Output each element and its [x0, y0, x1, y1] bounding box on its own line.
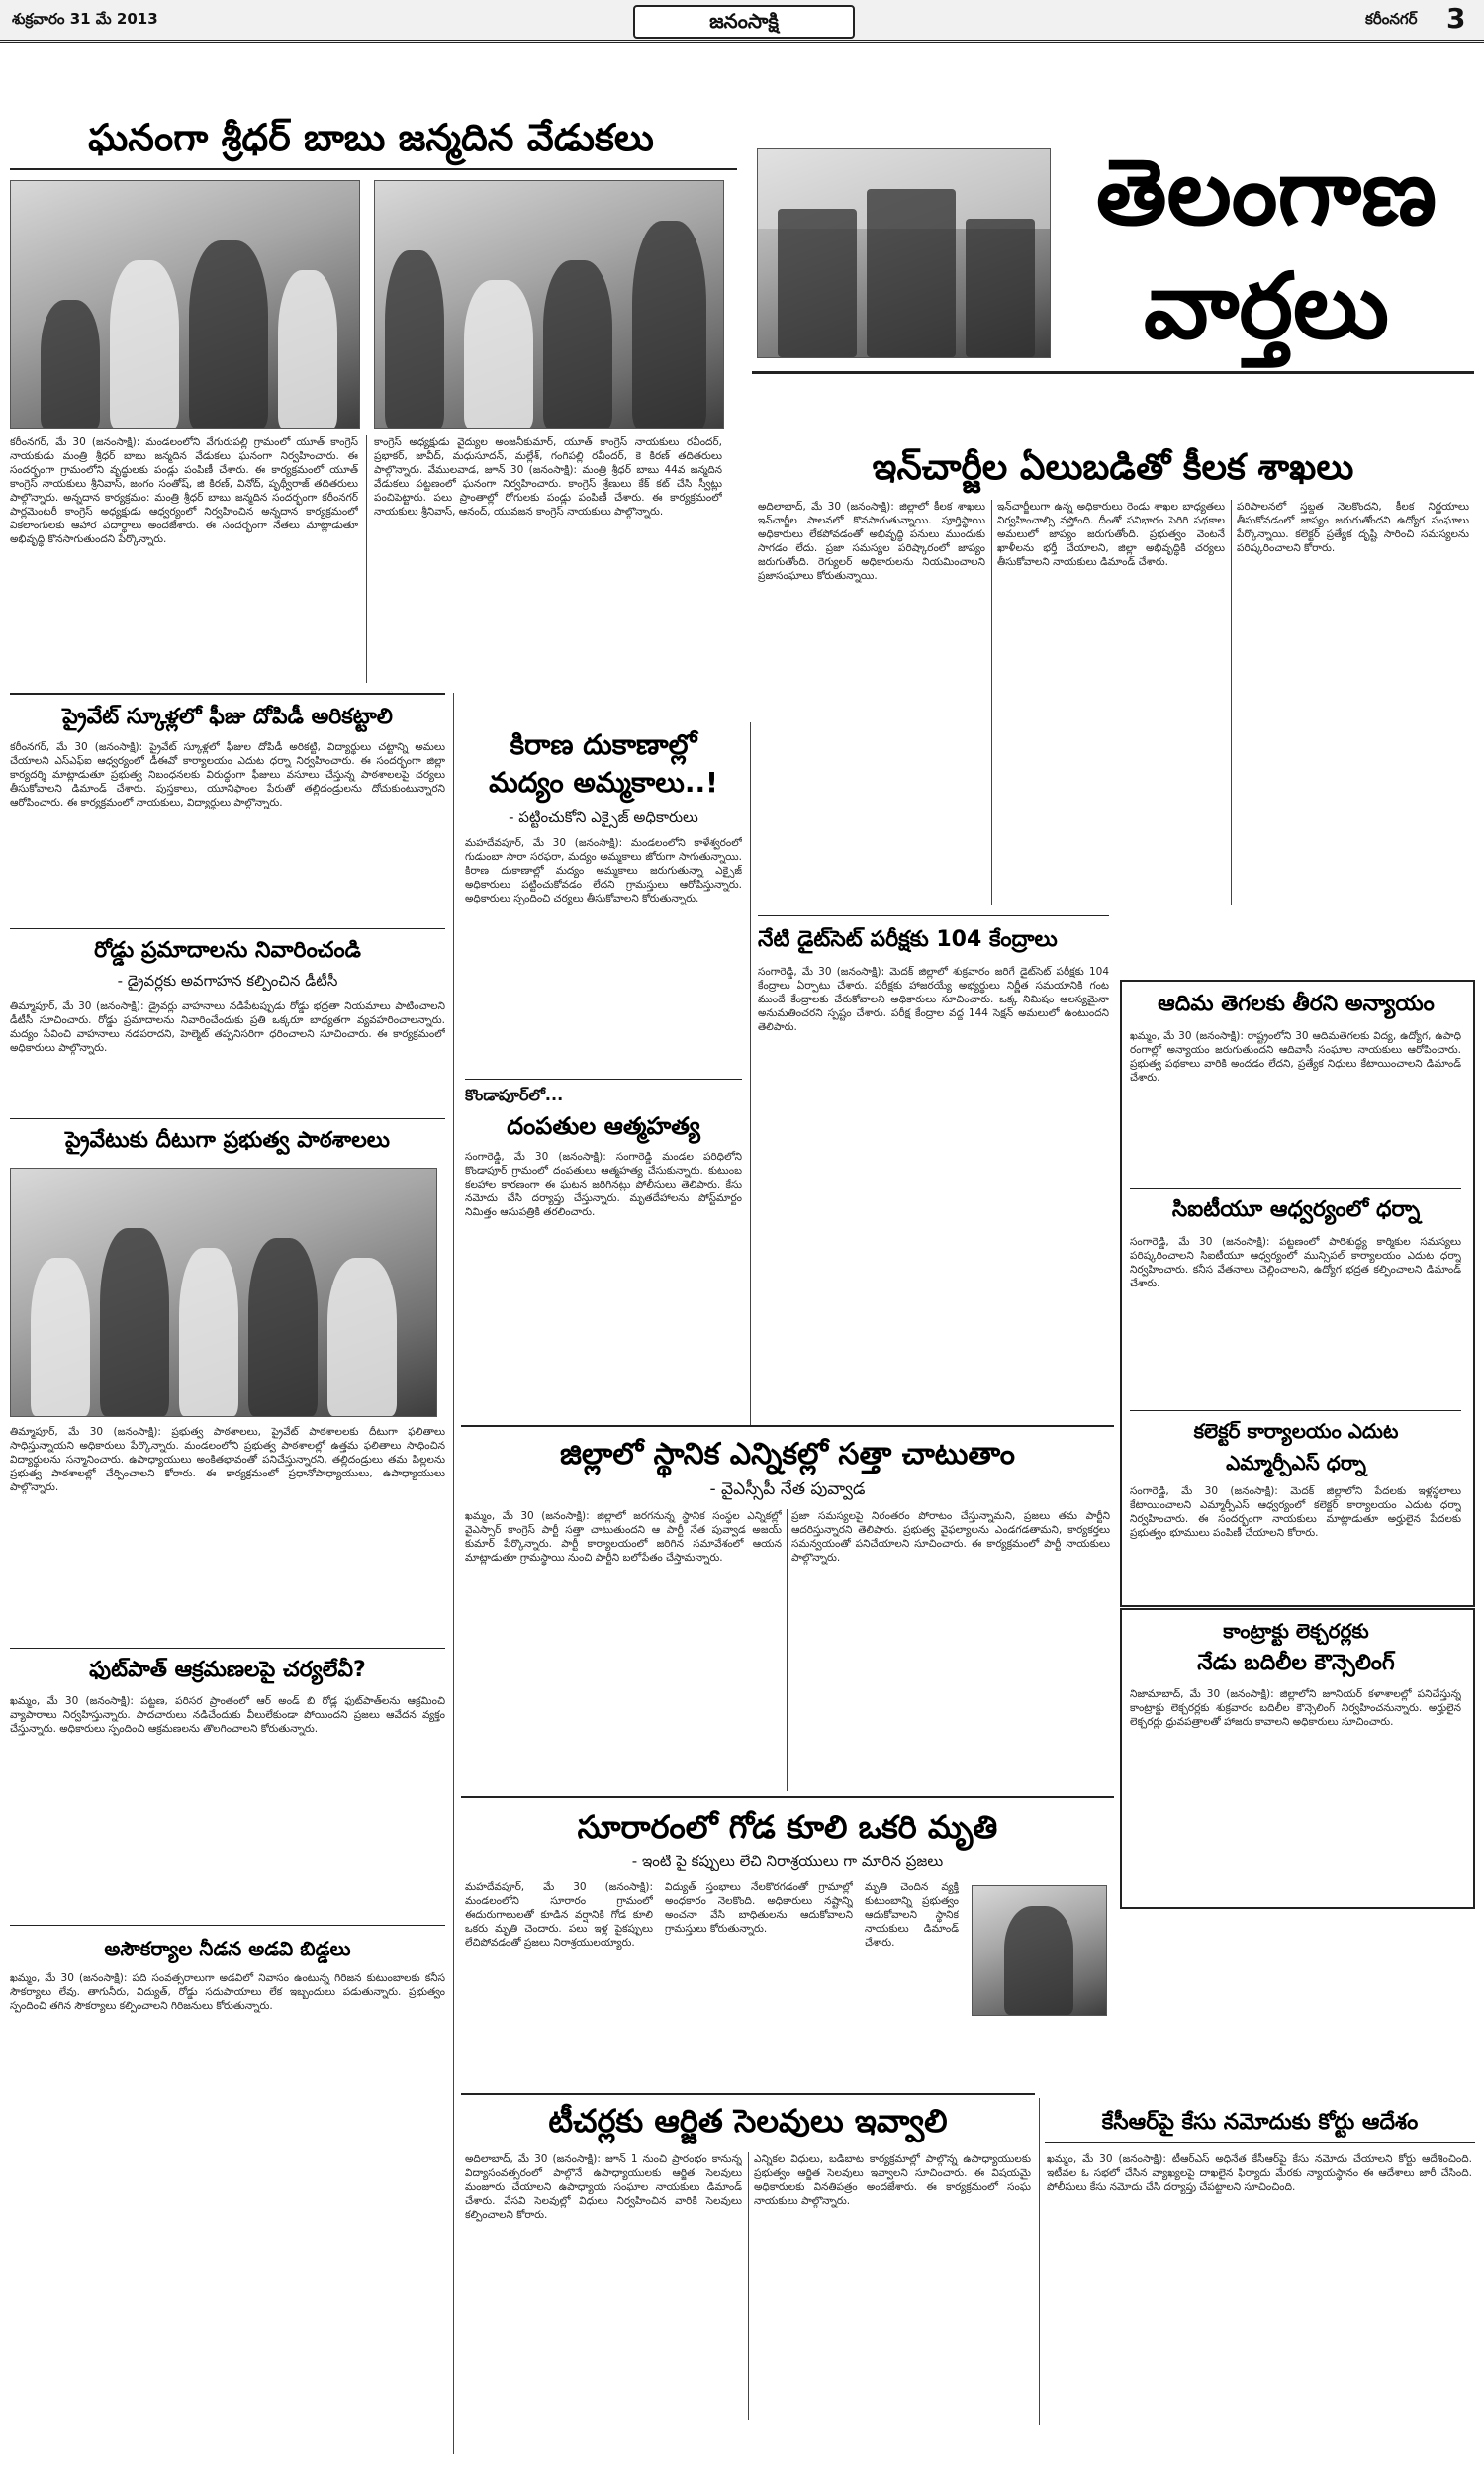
atrocity-body: ఖమ్మం, మే 30 (జనంసాక్షి): రాష్ట్రంలోని 30 ఆదిమతెగలకు విద్య, ఉద్యోగ, ఉపాధి రంగాల్లో అన్యాయం జరుగుతుందని ఆదివాసీ సంఘాల నాయకులు ఆరోపించారు. ప్రభుత్వ పథకాలు వారికి అందడం లేదని, ప్రత్యేక నిధులు కేటాయించాలని డిమాండ్ చేశారు.: [1130, 1030, 1461, 1084]
incharge-body-col3: పరిపాలనలో స్తబ్దత నెలకొందని, కీలక నిర్ణయాలు తీసుకోవడంలో జాప్యం జరుగుతోందని ఉద్యోగ సంఘాలు పేర్కొన్నాయి. కలెక్టర్ ప్రత్యేక దృష్టి సారించి సమస్యలను పరిష్కరించాలని కోరారు.: [1237, 501, 1469, 554]
divider: [1130, 1188, 1461, 1189]
subhead-road-accidents: - డ్రైవర్లకు అవగాహన కల్పించిన డీటీసీ: [117, 972, 338, 990]
kicker-kondapur: కొండాపూర్‌లో...: [465, 1086, 564, 1104]
photo-fort-ruins: [757, 148, 1051, 358]
page-number: 3: [1446, 2, 1466, 35]
divider: [461, 1425, 1114, 1427]
headline-lecturers-1: కాంట్రాక్టు లెక్చరర్లకు: [1223, 1619, 1369, 1643]
private-schools-body: కరీంనగర్, మే 30 (జనంసాక్షి): ప్రైవేట్ స్కూళ్లలో ఫీజుల దోపిడీ అరికట్టి, విద్యార్థులు చట్టాన్ని అమలు చేయాలని ఎస్ఎఫ్ఐ ఆధ్వర్యంలో డీఈవో కార్యాలయం ఎదుట ధర్నా నిర్వహించారు. ఈ సందర్భంగా జిల్లా కార్యదర్శి మాట్లాడుతూ ప్రభుత్వ నిబంధనలకు విరుద్ధంగా ఫీజులు వసూలు చేస్తున్న పాఠశాలలపై చర్యలు తీసుకోవాలని డిమాండ్ చేశారు. పుస్తకాలు, యూనిఫాంల పేరుతో తల్లిదండ్రులను దోచుకుంటున్నారని ఆరోపించారు. ఈ కార్యక్రమంలో నాయకులు, విద్యార్థులు పాల్గొన్నారు.: [10, 741, 445, 809]
incharge-body-col1: అదిలాబాద్, మే 30 (జనంసాక్షి): జిల్లాలో కీలక శాఖలు ఇన్‌చార్జీల పాలనలో కొనసాగుతున్నాయి. పూర్తిస్థాయి అధికారులు లేకపోవడంతో అభివృద్ధి పనులు ముందుకు సాగడం లేదు. ప్రజా సమస్యల పరిష్కారంలో జాప్యం జరుగుతోంది. రెగ్యులర్ అధికారులను నియమించాలని ప్రజాసంఘాలు కోరుతున్నాయి.: [758, 501, 985, 582]
subhead-kirana: - పట్టించుకోని ఎక్సైజ్ అధికారులు: [509, 809, 698, 826]
mrps-body: సంగారెడ్డి, మే 30 (జనంసాక్షి): మెదక్ జిల్లాలోని పేదలకు ఇళ్లస్థలాలు కేటాయించాలని ఎమ్మార్పీఎస్ ఆధ్వర్యంలో కలెక్టర్ కార్యాలయం ఎదుట ధర్నా నిర్వహించారు. ఈ సందర్భంగా నాయకులు మాట్లాడుతూ అర్హులైన పేదలకు ప్రభుత్వం భూములు పంపిణీ చేయాలని కోరారు.: [1130, 1485, 1461, 1539]
headline-forest-kids: అసౌకర్యాల నీడన అడవి బిడ్డలు: [104, 1937, 351, 1960]
headline-citu: సిఐటీయూ ఆధ్వర్యంలో ధర్నా: [1171, 1197, 1421, 1222]
divider: [461, 1796, 1114, 1798]
column-divider: [748, 2152, 749, 2420]
column-divider: [453, 693, 454, 2454]
column-divider: [787, 1509, 788, 1791]
headline-kirana-2: మద్యం అమ్మకాలు..!: [489, 766, 718, 799]
subhead-elections: - వైఎస్సీపీ నేత పువ్వాడ: [709, 1479, 866, 1499]
column-divider: [366, 435, 367, 683]
elections-body-col1: ఖమ్మం, మే 30 (జనంసాక్షి): జిల్లాలో జరగనున్న స్థానిక సంస్థల ఎన్నికల్లో వైఎస్సార్ కాంగ్రెస్ పార్టీ సత్తా చాటుతుందని ఆ పార్టీ నేత పువ్వాడ అజయ్ కుమార్ పేర్కొన్నారు. పార్టీ కార్యాలయంలో జరిగిన సమావేశంలో ఆయన మాట్లాడుతూ గ్రామస్థాయి నుంచి పార్టీని బలోపేతం చేస్తామన్నారు.: [465, 1510, 782, 1564]
section-title-varthalu: వార్తలు: [1143, 253, 1390, 359]
kirana-body: మహదేవపూర్, మే 30 (జనంసాక్షి): మండలంలోని కాళేశ్వరంలో గుడుంబా సారా సరఫరా, మద్యం అమ్మకాలు జోరుగా సాగుతున్నాయి. కిరాణ దుకాణాల్లో మద్యం అమ్మకాలు జరుగుతున్నా ఎక్సైజ్ అధికారులు పట్టించుకోవడం లేదని గ్రామస్తులు ఆరోపిస్తున్నారు. అధికారులు స్పందించి చర్యలు తీసుకోవాలని కోరుతున్నారు.: [465, 837, 742, 904]
headline-govt-schools: ప్రైవేటుకు దీటుగా ప్రభుత్వ పాఠశాలలు: [64, 1128, 391, 1153]
divider: [10, 928, 445, 929]
lecturers-body: నిజామాబాద్, మే 30 (జనంసాక్షి): జిల్లాలోని జూనియర్ కళాశాలల్లో పనిచేస్తున్న కాంట్రాక్టు లెక్చరర్లకు శుక్రవారం బదిలీల కౌన్సెలింగ్ నిర్వహించనున్నారు. అర్హులైన లెక్చరర్లు ధ్రువపత్రాలతో హాజరు కావాలని అధికారులు సూచించారు.: [1130, 1688, 1461, 1728]
citu-body: సంగారెడ్డి, మే 30 (జనంసాక్షి): పట్టణంలో పారిశుద్ధ్య కార్మికుల సమస్యలు పరిష్కరించాలని సిఐటీయూ ఆధ్వర్యంలో మున్సిపల్ కార్యాలయం ఎదుట ధర్నా నిర్వహించారు. కనీస వేతనాలు చెల్లించాలని, ఉద్యోగ భద్రత కల్పించాలని డిమాండ్ చేశారు.: [1130, 1236, 1461, 1289]
kcr-body: ఖమ్మం, మే 30 (జనంసాక్షి): టీఆర్ఎస్ అధినేత కేసీఆర్‌పై కేసు నమోదు చేయాలని కోర్టు ఆదేశించింది. ఇటీవల ఓ సభలో చేసిన వ్యాఖ్యలపై దాఖలైన ఫిర్యాదు మేరకు న్యాయస్థానం ఈ ఆదేశాలు జారీ చేసింది. పోలీసులు కేసు నమోదు చేసి దర్యాప్తు చేపట్టాలని సూచించింది.: [1047, 2153, 1472, 2193]
road-accidents-body: తిమ్మాపూర్, మే 30 (జనంసాక్షి): డ్రైవర్లు వాహనాలు నడిపేటప్పుడు రోడ్డు భద్రతా నియమాలు పాటించాలని డీటీసీ సూచించారు. రోడ్డు ప్రమాదాలను నివారించేందుకు ప్రతి ఒక్కరూ బాధ్యతగా వ్యవహరించాలన్నారు. మద్యం సేవించి వాహనాలు నడపరాదని, హెల్మెట్ తప్పనిసరిగా ధరించాలని సూచించారు. ఈ కార్యక్రమంలో అధికారులు పాల్గొన్నారు.: [10, 1000, 445, 1054]
masthead: [0, 0, 1484, 43]
brand-name: జనంసాక్షి: [709, 9, 779, 33]
column-divider: [1231, 500, 1232, 905]
divider: [10, 1925, 445, 1926]
kondapur-body: సంగారెడ్డి, మే 30 (జనంసాక్షి): సంగారెడ్డి మండల పరిధిలోని కొండాపూర్ గ్రామంలో దంపతులు ఆత్మహత్య చేసుకున్నారు. కుటుంబ కలహాల కారణంగా ఈ ఘటన జరిగినట్లు పోలీసులు తెలిపారు. కేసు నమోదు చేసి దర్యాప్తు చేస్తున్నారు. మృతదేహాలను పోస్ట్‌మార్టం నిమిత్తం ఆసుపత్రికి తరలించారు.: [465, 1151, 742, 1218]
subhead-wall-collapse: - ఇంటి పై కప్పులు లేచి నిరాశ్రయులు గా మారిన ప్రజలు: [631, 1853, 944, 1870]
wall-body-col1: మహదేవపూర్, మే 30 (జనంసాక్షి): మండలంలోని సూరారం గ్రామంలో ఈదురుగాలులతో కూడిన వర్షానికి గోడ కూలి ఒకరు మృతి చెందారు. పలు ఇళ్ల పైకప్పులు లేచిపోవడంతో ప్రజలు నిరాశ్రయులయ్యారు.: [465, 1881, 653, 1949]
photo-deceased-portrait: [972, 1885, 1107, 2016]
teachers-body-col2: ఎన్నికల విధులు, బడిబాట కార్యక్రమాల్లో పాల్గొన్న ఉపాధ్యాయులకు ప్రభుత్వం ఆర్జిత సెలవులు ఇవ్వాలని సూచించారు. ఈ విషయమై అధికారులకు వినతిపత్రం అందజేశారు. ఈ కార్యక్రమంలో సంఘ నాయకులు పాల్గొన్నారు.: [754, 2153, 1031, 2207]
footpath-body: ఖమ్మం, మే 30 (జనంసాక్షి): పట్టణ, పరిసర ప్రాంతంలో ఆర్ అండ్ బి రోడ్ల ఫుట్‌పాత్‌లను ఆక్రమించి వ్యాపారాలు నిర్వహిస్తున్నారు. పాదచారులు నడిచేందుకు వీలులేకుండా పోయిందని ప్రజలు ఆవేదన వ్యక్తం చేస్తున్నారు. అధికారులు స్పందించి ఆక్రమణలను తొలగించాలని కోరుతున్నారు.: [10, 1695, 445, 1735]
govt-schools-body: తిమ్మాపూర్, మే 30 (జనంసాక్షి): ప్రభుత్వ పాఠశాలలు, ప్రైవేట్ పాఠశాలలకు దీటుగా ఫలితాలు సాధిస్తున్నాయని అధికారులు పేర్కొన్నారు. మండలంలోని ప్రభుత్వ పాఠశాలల్లో ఉత్తమ ఫలితాలు సాధించిన విద్యార్థులను సన్మానించారు. ఉపాధ్యాయులు అంకితభావంతో పనిచేస్తున్నారని, తల్లిదండ్రులు తమ పిల్లలను ప్రభుత్వ పాఠశాలల్లో చేర్పించాలని కోరారు. ఈ కార్యక్రమంలో ప్రధానోపాధ్యాయులు, ఉపాధ్యాయులు పాల్గొన్నారు.: [10, 1426, 445, 1493]
dietcet-body: సంగారెడ్డి, మే 30 (జనంసాక్షి): మెదక్ జిల్లాలో శుక్రవారం జరిగే డైట్‌సెట్ పరీక్షకు 104 కేంద్రాలు ఏర్పాటు చేశారు. పరీక్షకు హాజరయ్యే అభ్యర్థులు నిర్ణీత సమయానికి గంట ముందే కేంద్రాలకు చేరుకోవాలని అధికారులు సూచించారు. ఒక్క నిమిషం ఆలస్యమైనా అనుమతించరని స్పష్టం చేశారు. పరీక్ష కేంద్రాల వద్ద 144 సెక్షన్ అమలులో ఉంటుందని తెలిపారు.: [758, 966, 1109, 1033]
teachers-body-col1: అదిలాబాద్, మే 30 (జనంసాక్షి): జూన్ 1 నుంచి ప్రారంభం కానున్న విద్యాసంవత్సరంలో పాల్గొనే ఉపాధ్యాయులకు ఆర్జిత సెలవులు మంజూరు చేయాలని ఉపాధ్యాయ సంఘాల నాయకులు డిమాండ్ చేశారు. వేసవి సెలవుల్లో విధులు నిర్వహించిన వారికి సెలవులు కల్పించాలని కోరారు.: [465, 2153, 742, 2221]
divider: [10, 168, 737, 170]
headline-mrps-2: ఎమ్మార్పీఎస్ ధర్నా: [1226, 1451, 1366, 1475]
photo-felicitation: [10, 1168, 437, 1417]
headline-kirana-1: కిరాణ దుకాణాల్లో: [510, 728, 697, 761]
photo-birthday-celebration-1: [10, 180, 360, 429]
forest-kids-body: ఖమ్మం, మే 30 (జనంసాక్షి): పది సంవత్సరాలుగా అడవిలో నివాసం ఉంటున్న గిరిజన కుటుంబాలకు కనీస సౌకర్యాలు లేవు. తాగునీరు, విద్యుత్, రోడ్డు సదుపాయాలు లేక ఇబ్బందులు పడుతున్నారు. ప్రభుత్వం స్పందించి తగిన సౌకర్యాలు కల్పించాలని గిరిజనులు కోరుతున్నారు.: [10, 1972, 445, 2012]
headline-kondapur: దంపతుల ఆత్మహత్య: [507, 1112, 700, 1140]
edition-city: కరీంనగర్: [1365, 10, 1418, 28]
divider: [1045, 2142, 1475, 2143]
headline-kcr: కేసీఆర్‌పై కేసు నమోదుకు కోర్టు ఆదేశం: [1101, 2110, 1419, 2135]
headline-elections: జిల్లాలో స్థానిక ఎన్నికల్లో సత్తా చాటుతాం: [559, 1437, 1015, 1472]
incharge-body-col2: ఇన్‌చార్జీలుగా ఉన్న అధికారులు రెండు శాఖల బాధ్యతలు నిర్వహించాల్సి వస్తోంది. దీంతో పనిభారం పెరిగి పథకాల అమలులో జాప్యం జరుగుతోంది. ప్రభుత్వం వెంటనే ఖాళీలను భర్తీ చేయాలని, జిల్లా అభివృద్ధికి చర్యలు తీసుకోవాలని నాయకులు డిమాండ్ చేశారు.: [997, 501, 1225, 568]
headline-teachers: టీచర్లకు ఆర్జిత సెలవులు ఇవ్వాలి: [548, 2102, 948, 2140]
headline-wall-collapse: సూరారంలో గోడ కూలి ఒకరి మృతి: [577, 1808, 998, 1846]
divider: [752, 371, 1474, 374]
column-divider: [1039, 2098, 1040, 2425]
divider: [10, 1118, 445, 1119]
section-title-telangana: తెలంగాణ: [1095, 140, 1438, 245]
sridhar-body-col1: కరీంనగర్, మే 30 (జనంసాక్షి): మండలంలోని వేగురుపల్లి గ్రామంలో యూత్ కాంగ్రెస్ నాయకుడు మంత్రి శ్రీధర్ బాబు జన్మదిన వేడుకలు ఘనంగా నిర్వహించారు. ఈ సందర్భంగా గ్రామంలోని వృద్ధులకు పండ్లు పంపిణీ చేశారు. ఈ కార్యక్రమంలో యూత్ కాంగ్రెస్ నాయకులు శ్రీనివాస్, జంగం సంతోష్, జి కిరణ్, వినోద్, పృథ్వీరాజ్ తదితరులు పాల్గొన్నారు. అన్నదాన కార్యక్రమం: మంత్రి శ్రీధర్ బాబు జన్మదిన సందర్భంగా కరీంనగర్ పార్లమెంటరీ కాంగ్రెస్ అధ్యక్షుడు ఆధ్వర్యంలో నిర్వహించిన అన్నదాన కార్యక్రమంలో వికలాంగులకు ఆహార పదార్థాలు అందజేశారు. ఈ సందర్భంగా నేతలు మాట్లాడుతూ అభివృద్ధి కొనసాగుతుందని పేర్కొన్నారు.: [10, 436, 358, 545]
headline-footpath: ఫుట్‌పాత్ ఆక్రమణలపై చర్యలేవీ?: [89, 1658, 366, 1682]
headline-private-schools: ప్రైవేట్ స్కూళ్లలో ఫీజు దోపిడీ అరికట్టాలి: [62, 705, 393, 729]
headline-lecturers-2: నేడు బదిలీల కౌన్సెలింగ్: [1197, 1651, 1395, 1675]
divider: [1130, 1410, 1461, 1411]
brand-logo: [633, 5, 855, 39]
divider: [465, 1079, 742, 1080]
sridhar-body-col2: కాంగ్రెస్ అధ్యక్షుడు వైద్యుల అంజనీకుమార్, యూత్ కాంగ్రెస్ నాయకులు రవీందర్, ప్రభాకర్, జావీద్, మధుసూదన్, మల్లేశ్, గంగిపల్లి రవీందర్, కె కిరణ్ తదితరులు పాల్గొన్నారు. వేములవాడ, జూన్ 30 (జనంసాక్షి): మంత్రి శ్రీధర్ బాబు 44వ జన్మదిన వేడుకలు పట్టణంలో ఘనంగా నిర్వహించారు. కాంగ్రెస్ శ్రేణులు కేక్ కట్ చేసి స్వీట్లు పంచిపెట్టారు. పలు ప్రాంతాల్లో రోగులకు పండ్లు పంపిణీ చేశారు. ఈ కార్యక్రమంలో నాయకులు శ్రీనివాస్, ఆనంద్, యువజన కాంగ్రెస్ నాయకులు పాల్గొన్నారు.: [374, 436, 722, 518]
headline-road-accidents: రోడ్డు ప్రమాదాలను నివారించండి: [94, 938, 361, 963]
wall-body-col3: మృతి చెందిన వ్యక్తి కుటుంబాన్ని ప్రభుత్వం ఆదుకోవాలని స్థానిక నాయకులు డిమాండ్ చేశారు.: [865, 1881, 959, 1949]
divider: [10, 1648, 445, 1649]
photo-birthday-celebration-2: [374, 180, 724, 429]
elections-body-col2: ప్రజా సమస్యలపై నిరంతరం పోరాటం చేస్తున్నామని, ప్రజలు తమ పార్టీని ఆదరిస్తున్నారని తెలిపారు. ప్రభుత్వ వైఫల్యాలను ఎండగడతామని, కార్యకర్తలు సమన్వయంతో పనిచేయాలని సూచించారు. ఈ కార్యక్రమంలో పార్టీ నాయకులు పాల్గొన్నారు.: [791, 1510, 1110, 1564]
divider: [10, 693, 445, 695]
headline-sridhar: ఘనంగా శ్రీధర్ బాబు జన్మదిన వేడుకలు: [88, 116, 654, 159]
column-divider: [750, 722, 751, 1425]
divider: [758, 915, 1109, 916]
column-divider: [991, 500, 992, 905]
headline-incharge: ఇన్‌చార్జీల ఏలుబడితో కీలక శాఖలు: [872, 447, 1354, 488]
headline-dietcet: నేటి డైట్‌సెట్ పరీక్షకు 104 కేంద్రాలు: [758, 927, 1058, 952]
headline-atrocity: ఆదిమ తెగలకు తీరని అన్యాయం: [1158, 992, 1435, 1016]
divider: [461, 2093, 1035, 2095]
headline-mrps-1: కలెక్టర్ కార్యాలయం ఎదుట: [1193, 1419, 1399, 1443]
wall-body-col2: విద్యుత్ స్తంభాలు నేలకొరగడంతో గ్రామాల్లో అంధకారం నెలకొంది. అధికారులు నష్టాన్ని అంచనా వేసి బాధితులను ఆదుకోవాలని గ్రామస్తులు కోరుతున్నారు.: [665, 1881, 853, 1935]
issue-date: శుక్రవారం 31 మే 2013: [12, 10, 158, 28]
